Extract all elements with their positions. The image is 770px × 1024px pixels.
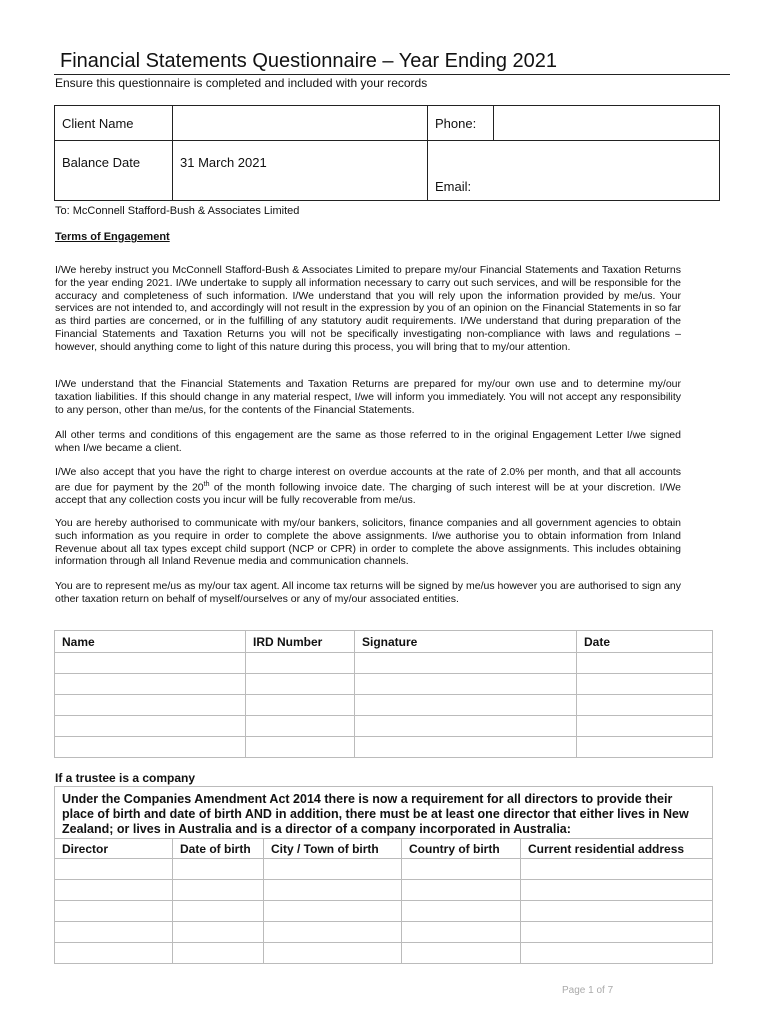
- table-row: [55, 880, 713, 901]
- director-cell[interactable]: [55, 943, 173, 964]
- terms-paragraph-other-terms: All other terms and conditions of this engagement are the same as those referred to in the original Engagement Letter I/we signed when I/we became a client.: [55, 429, 681, 454]
- city-cell[interactable]: [264, 922, 402, 943]
- table-row: [55, 653, 713, 674]
- signature-cell[interactable]: [355, 653, 577, 674]
- director-section: [54, 786, 713, 964]
- director-cell[interactable]: [55, 880, 173, 901]
- city-cell[interactable]: [264, 901, 402, 922]
- dob-cell[interactable]: [173, 901, 264, 922]
- signature-cell[interactable]: [355, 695, 577, 716]
- address-cell[interactable]: [521, 922, 713, 943]
- country-cell[interactable]: [402, 901, 521, 922]
- addressee-line: To: McConnell Stafford-Bush & Associates Limited: [55, 205, 300, 217]
- date-cell[interactable]: [577, 716, 713, 737]
- table-row: [55, 943, 713, 964]
- ird-cell[interactable]: [246, 695, 355, 716]
- director-cell[interactable]: [55, 859, 173, 880]
- ird-cell[interactable]: [246, 653, 355, 674]
- signature-cell[interactable]: [355, 716, 577, 737]
- table-row: [55, 695, 713, 716]
- interest-text-b: of the month following invoice date. The charging of such interest will be at your discretion. I/We accept that any collection costs you incur will be fully recoverable from me/us.: [55, 481, 682, 507]
- date-cell[interactable]: [577, 737, 713, 758]
- country-cell[interactable]: [402, 922, 521, 943]
- name-cell[interactable]: [55, 674, 246, 695]
- client-name-field[interactable]: [173, 106, 428, 141]
- email-field[interactable]: [428, 141, 720, 201]
- table-row: [55, 737, 713, 758]
- title-divider: [54, 74, 730, 75]
- table-row: [55, 674, 713, 695]
- table-row: [55, 716, 713, 737]
- ordinal-suffix: th: [203, 480, 210, 488]
- col-header-country-of-birth: Country of birth: [402, 839, 521, 859]
- ird-cell[interactable]: [246, 674, 355, 695]
- col-header-date: Date: [577, 631, 713, 653]
- interest-text-a: I/We also accept that you have the right to charge interest on overdue accounts at the rate of 2.0% per month, and that all accounts are due for payment by the 20: [55, 466, 681, 494]
- col-header-name: Name: [55, 631, 246, 653]
- country-cell[interactable]: [402, 880, 521, 901]
- name-cell[interactable]: [55, 737, 246, 758]
- signatory-table: [54, 630, 713, 758]
- city-cell[interactable]: [264, 880, 402, 901]
- col-header-signature: Signature: [355, 631, 577, 653]
- dob-cell[interactable]: [173, 922, 264, 943]
- phone-label: Phone:: [428, 106, 494, 141]
- col-header-residential-address: Current residential address: [521, 839, 713, 859]
- table-row: [55, 859, 713, 880]
- dob-cell[interactable]: [173, 880, 264, 901]
- name-cell[interactable]: [55, 695, 246, 716]
- col-header-ird-number: IRD Number: [246, 631, 355, 653]
- signature-cell[interactable]: [355, 737, 577, 758]
- balance-date-label: Balance Date: [55, 141, 173, 201]
- director-cell[interactable]: [55, 901, 173, 922]
- date-cell[interactable]: [577, 674, 713, 695]
- balance-date-field[interactable]: 31 March 2021: [173, 141, 428, 201]
- col-header-date-of-birth: Date of birth: [173, 839, 264, 859]
- email-label: Email:: [435, 179, 472, 194]
- country-cell[interactable]: [402, 859, 521, 880]
- page-subtitle: Ensure this questionnaire is completed and included with your records: [55, 76, 428, 90]
- terms-paragraph-use: I/We understand that the Financial Statements and Taxation Returns are prepared for my/our own use and to determine my/our taxation liabilities. If this should change in any material respect, I/we will inform you immediately. You will not accept any responsibility to any person, other than me/us, for the contents of the Financial Statements.: [55, 378, 681, 416]
- page-title: Financial Statements Questionnaire – Year Ending 2021: [60, 50, 558, 72]
- trustee-company-heading: If a trustee is a company: [55, 771, 196, 785]
- director-table: [54, 786, 713, 964]
- address-cell[interactable]: [521, 901, 713, 922]
- terms-paragraph-instruction: I/We hereby instruct you McConnell Stafford-Bush & Associates Limited to prepare my/our Financial Statements and Taxation Returns for the year ending 2021. I/We undertake to supply all information necessary to carry out such services, and will be responsible for the accuracy and completeness of such information. I/We understand that you will rely upon the information provided by me/us. Your services are not intended to, and accordingly will not result in the expression by you of an opinion on the Financial Statements in so far as third parties are concerned, or in the fulfilling of any statutory audit requirements. I/We understand that during preparation of the Financial Statements and Taxation Returns you will not be specifically investigating non-compliance with laws and regulations – however, should anything come to light of this nature during this process, you will bring that to my/our attention.: [55, 264, 681, 353]
- ird-cell[interactable]: [246, 716, 355, 737]
- terms-paragraph-authority: You are hereby authorised to communicate with my/our bankers, solicitors, finance companies and all government agencies to obtain such information as you require in order to complete the above assignments. I/we authorise you to obtain information from Inland Revenue about all tax types except child support (NCP or CPR) in order to complete the above assignments. This includes obtaining information through all Inland Revenue media and communication channels.: [55, 517, 681, 568]
- terms-heading: Terms of Engagement: [55, 231, 170, 243]
- date-cell[interactable]: [577, 695, 713, 716]
- country-cell[interactable]: [402, 943, 521, 964]
- table-row: [55, 922, 713, 943]
- name-cell[interactable]: [55, 716, 246, 737]
- ird-cell[interactable]: [246, 737, 355, 758]
- address-cell[interactable]: [521, 943, 713, 964]
- client-details-table: [54, 105, 720, 201]
- signatory-header-row: [55, 631, 713, 653]
- dob-cell[interactable]: [173, 859, 264, 880]
- city-cell[interactable]: [264, 943, 402, 964]
- companies-act-notice: Under the Companies Amendment Act 2014 there is now a requirement for all directors to provide their place of birth and date of birth AND in addition, there must be at least one director that either lives in New Zealand; or lives in Australia and is a director of a company incorporated in Australia:: [55, 787, 713, 839]
- signature-cell[interactable]: [355, 674, 577, 695]
- director-cell[interactable]: [55, 922, 173, 943]
- director-header-row: [55, 839, 713, 859]
- address-cell[interactable]: [521, 880, 713, 901]
- table-row: [55, 901, 713, 922]
- city-cell[interactable]: [264, 859, 402, 880]
- phone-field[interactable]: [494, 106, 720, 141]
- col-header-director: Director: [55, 839, 173, 859]
- terms-paragraph-interest: [55, 466, 681, 507]
- col-header-city-of-birth: City / Town of birth: [264, 839, 402, 859]
- terms-paragraph-tax-agent: You are to represent me/us as my/our tax agent. All income tax returns will be signed by me/us however you are authorised to sign any other taxation return on behalf of myself/ourselves or any of my/our associated entities.: [55, 580, 681, 605]
- client-name-label: Client Name: [55, 106, 173, 141]
- address-cell[interactable]: [521, 859, 713, 880]
- page-number: Page 1 of 7: [562, 985, 614, 996]
- date-cell[interactable]: [577, 653, 713, 674]
- name-cell[interactable]: [55, 653, 246, 674]
- dob-cell[interactable]: [173, 943, 264, 964]
